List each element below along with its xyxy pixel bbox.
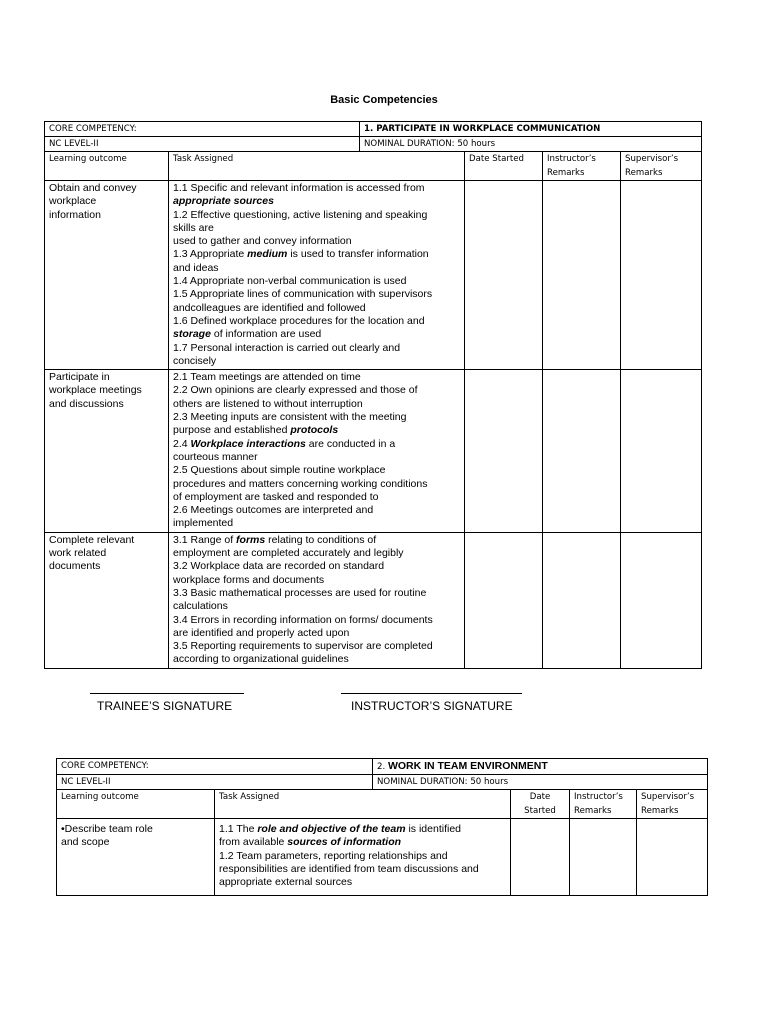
date-started-cell[interactable]	[511, 819, 570, 896]
task-line: skills are	[173, 221, 214, 234]
outcome-line: and scope	[61, 836, 110, 849]
date-started-cell[interactable]	[465, 370, 543, 533]
learning-outcome-cell	[45, 532, 169, 668]
task-line: 2.3 Meeting inputs are consistent with the meeting	[173, 411, 407, 424]
outcome-line: work related	[49, 547, 107, 560]
instructor-remarks-cell[interactable]	[543, 532, 621, 668]
task-line: 2.5 Questions about simple routine workplace	[173, 464, 386, 477]
task-assigned-cell	[169, 181, 465, 370]
table-row	[57, 819, 708, 896]
core-competency-label: CORE COMPETENCY:	[57, 759, 373, 775]
instructor-remarks-cell[interactable]	[543, 181, 621, 370]
header-task-assigned: Task Assigned	[215, 790, 511, 819]
instructor-remarks-cell[interactable]	[570, 819, 637, 896]
task-line: 3.3 Basic mathematical processes are used for routine	[173, 586, 427, 599]
task-line: 1.1 Specific and relevant information is accessed from	[173, 182, 425, 194]
level-row	[57, 775, 708, 790]
core-competency-row	[45, 122, 702, 137]
header-date-started	[511, 790, 570, 819]
outcome-line: workplace meetings	[49, 384, 142, 397]
task-assigned-cell	[169, 532, 465, 668]
core-competency-label: CORE COMPETENCY:	[45, 122, 360, 137]
instructor-signature-line[interactable]	[341, 693, 522, 694]
task-line: 1.5 Appropriate lines of communication with supervisors	[173, 288, 433, 301]
task-line: courteous manner	[173, 450, 258, 463]
nc-level: NC LEVEL-II	[45, 137, 360, 152]
task-line: appropriate external sources	[219, 876, 353, 889]
task-assigned-cell	[215, 819, 511, 896]
task-line: andcolleagues are identified and followed	[173, 301, 366, 314]
competency-table-2	[56, 758, 708, 896]
task-line: purpose and established protocols	[173, 424, 339, 437]
task-line: 1.2 Effective questioning, active listening and speaking	[173, 208, 428, 221]
date-started-cell[interactable]	[465, 181, 543, 370]
table-row	[45, 532, 702, 668]
task-line: of employment are tasked and responded to	[173, 490, 379, 503]
outcome-line: documents	[49, 560, 101, 573]
task-line: and ideas	[173, 261, 219, 274]
nc-level: NC LEVEL-II	[57, 775, 373, 790]
core-competency-title: 1. PARTICIPATE IN WORKPLACE COMMUNICATION	[360, 122, 702, 137]
task-line: appropriate sources	[173, 195, 274, 208]
instructor-signature-label: INSTRUCTOR’S SIGNATURE	[351, 699, 513, 713]
task-line: according to organizational guidelines	[173, 653, 349, 666]
nominal-duration: NOMINAL DURATION: 50 hours	[373, 775, 708, 790]
header-supervisor-line2: Remarks	[641, 806, 679, 816]
task-line: 1.3 Appropriate medium is used to transfer information	[173, 248, 429, 261]
header-date-line1: Date	[529, 792, 551, 802]
task-line: responsibilities are identified from team discussions and	[219, 862, 479, 875]
task-line: 1.7 Personal interaction is carried out clearly and	[173, 341, 401, 354]
header-supervisor-line2: Remarks	[625, 168, 663, 178]
outcome-line: Complete relevant	[49, 533, 135, 546]
column-header-row	[45, 152, 702, 181]
page-title: Basic Competencies	[330, 94, 438, 106]
level-row	[45, 137, 702, 152]
competency-table-1	[44, 121, 702, 669]
task-line: 1.6 Defined workplace procedures for the location and	[173, 314, 425, 327]
header-instructor-line1: Instructor’s	[547, 154, 596, 164]
task-line: calculations	[173, 600, 228, 613]
header-instructor-line1: Instructor’s	[574, 792, 623, 802]
task-line: others are listened to without interruption	[173, 397, 363, 410]
task-assigned-cell	[169, 370, 465, 533]
header-learning-outcome: Learning outcome	[57, 790, 215, 819]
learning-outcome-cell	[45, 370, 169, 533]
outcome-line: Participate in	[49, 371, 110, 384]
task-line: used to gather and convey information	[173, 235, 352, 248]
outcome-line: and discussions	[49, 397, 124, 410]
task-line: are identified and properly acted upon	[173, 626, 350, 639]
task-line: 3.4 Errors in recording information on forms/ documents	[173, 613, 433, 626]
header-task-assigned: Task Assigned	[169, 152, 465, 181]
table-row	[45, 181, 702, 370]
supervisor-remarks-cell[interactable]	[637, 819, 708, 896]
instructor-remarks-cell[interactable]	[543, 370, 621, 533]
outcome-line: workplace	[49, 195, 97, 208]
task-line: workplace forms and documents	[173, 573, 325, 586]
trainee-signature-label: TRAINEE’S SIGNATURE	[97, 699, 233, 713]
task-line: 1.4 Appropriate non-verbal communication is used	[173, 275, 407, 288]
header-instructor-line2: Remarks	[547, 168, 585, 178]
core-competency-name: WORK IN TEAM ENVIRONMENT	[387, 760, 548, 772]
supervisor-remarks-cell[interactable]	[621, 370, 702, 533]
task-line: 2.4 Workplace interactions are conducted in a	[173, 437, 396, 450]
header-instructor-remarks	[543, 152, 621, 181]
task-line: 2.1 Team meetings are attended on time	[173, 371, 361, 384]
learning-outcome-cell	[57, 819, 215, 896]
outcome-line: •Describe team role	[61, 823, 153, 835]
nominal-duration: NOMINAL DURATION: 50 hours	[360, 137, 702, 152]
task-line: 3.1 Range of forms relating to conditions of	[173, 533, 377, 546]
header-instructor-remarks	[570, 790, 637, 819]
task-line: from available sources of information	[219, 836, 402, 849]
task-line: implemented	[173, 517, 234, 530]
supervisor-remarks-cell[interactable]	[621, 532, 702, 668]
outcome-line: Obtain and convey	[49, 182, 137, 194]
header-supervisor-remarks	[621, 152, 702, 181]
table-row	[45, 370, 702, 533]
date-started-cell[interactable]	[465, 532, 543, 668]
header-supervisor-line1: Supervisor’s	[641, 792, 695, 802]
task-line: 2.6 Meetings outcomes are interpreted and	[173, 504, 374, 517]
outcome-line: information	[49, 208, 101, 221]
core-competency-row	[57, 759, 708, 775]
task-line: 3.5 Reporting requirements to supervisor are completed	[173, 640, 433, 653]
task-line: 3.2 Workplace data are recorded on standard	[173, 560, 385, 573]
learning-outcome-cell	[45, 181, 169, 370]
header-date-line2: Started	[524, 806, 556, 816]
header-supervisor-line1: Supervisor’s	[625, 154, 679, 164]
header-supervisor-remarks	[637, 790, 708, 819]
core-competency-number: 2.	[377, 762, 388, 772]
task-line: concisely	[173, 354, 217, 367]
header-instructor-line2: Remarks	[574, 806, 612, 816]
task-line: procedures and matters concerning working conditions	[173, 477, 428, 490]
task-line: storage of information are used	[173, 328, 322, 341]
supervisor-remarks-cell[interactable]	[621, 181, 702, 370]
trainee-signature-line[interactable]	[90, 693, 244, 694]
core-competency-title	[373, 759, 708, 775]
column-header-row	[57, 790, 708, 819]
header-date-started: Date Started	[465, 152, 543, 181]
header-learning-outcome: Learning outcome	[45, 152, 169, 181]
task-line: 2.2 Own opinions are clearly expressed and those of	[173, 384, 418, 397]
task-line: 1.2 Team parameters, reporting relationships and	[219, 849, 448, 862]
task-line: employment are completed accurately and legibly	[173, 547, 404, 560]
task-line: 1.1 The role and objective of the team is identified	[219, 823, 461, 835]
